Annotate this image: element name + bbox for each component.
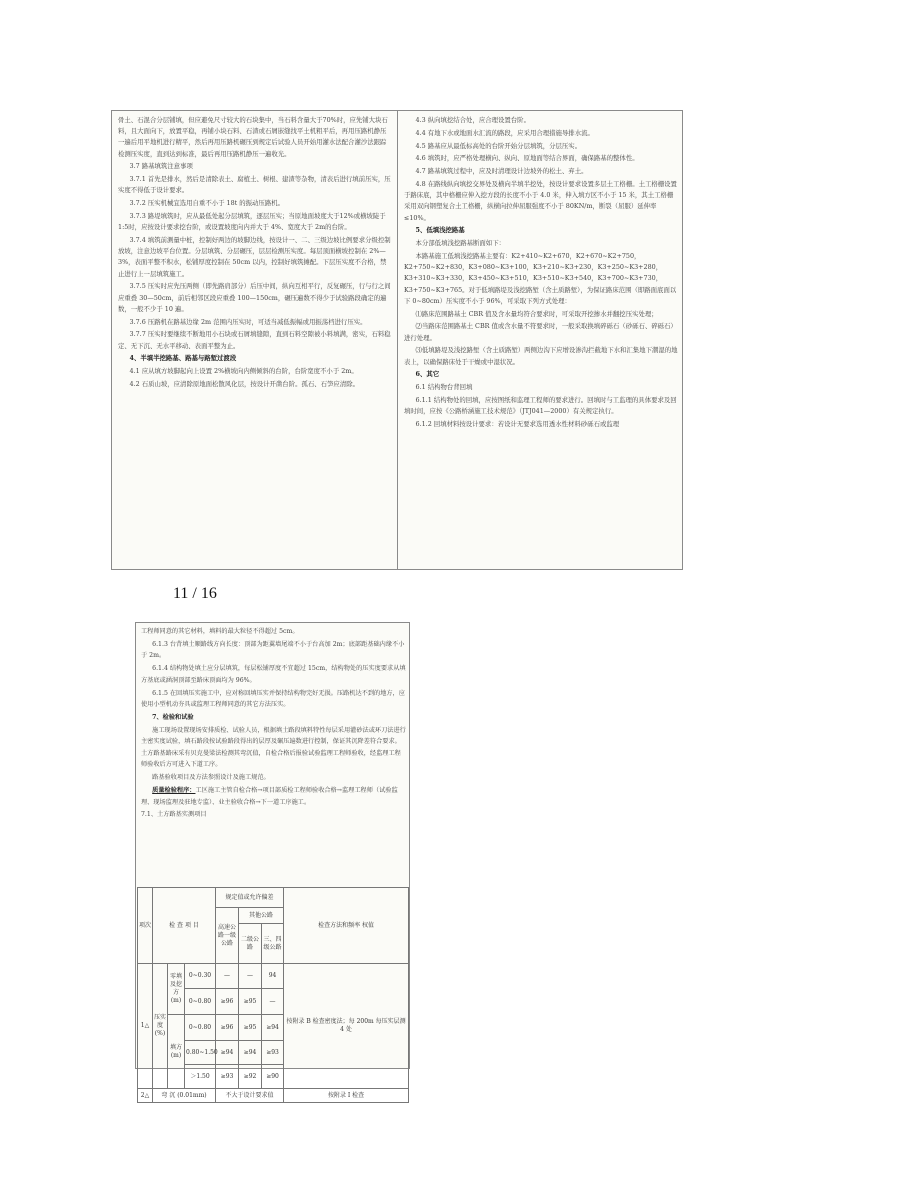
paragraph: ⑶低填路堤及浅挖路堑（含土质路堑）两侧边沟下应增设渗沟拦截地下水和汇集地下潮湿的地表上，以确保路床处于干燥或中湿状况。 — [404, 346, 678, 366]
section-heading: 7、检验和试验 — [152, 713, 194, 721]
paragraph: 3.7.4 填筑前测量中桩，控制好两边的坡脚边线，按设计一、二、三级边坡比例要求分级控制放坡，注意边坡平台位置。分层填筑、分层碾压，层层检测压实度。每层顶面横坡控制在 2%—3%，表面平整不积水，松铺厚度控制在 50cm 以内，控制好填筑摊配。下层压实度不合格，禁止进行上一层填筑施工。 — [118, 236, 391, 278]
scanned-page-bottom — [135, 622, 410, 1099]
procedure-text: 工区施工主管自检合格→项目部质检工程师验收合格→监理工程师（试验监理、现场监理及驻地专监）、业主验收合格→下一道工序施工。 — [141, 787, 398, 806]
paragraph: 4.3 纵向填挖结合处，应合理设置台阶。 — [415, 116, 530, 124]
value-cell: ≥94 — [239, 1041, 262, 1065]
paragraph: 4.4 有地下水或地面水汇流的路段，应采用合理措施导排水流。 — [415, 128, 594, 137]
value-cell: ≥96 — [216, 1015, 239, 1041]
value-cell: ≥93 — [262, 1041, 284, 1065]
procedure-paragraph — [141, 785, 407, 808]
depth-cell: 0~0.80 — [185, 1015, 216, 1041]
value-cell: ≥95 — [239, 1015, 262, 1041]
paragraph: 路基验收项目及方法参照设计及施工规范。 — [152, 774, 270, 782]
paragraph: 3.7.3 路堤填筑时，应从最低处起分层填筑，逐层压实；当原地面坡度大于12%或横坡陡于1:5时，应按设计要求挖台阶，或设置坡度向内并大于 4%、宽度大于 2m的台阶。 — [118, 212, 386, 232]
value-cell: ≥95 — [239, 989, 262, 1015]
paragraph: 3.7.7 压实时要继续不断地用小石块或石屑填缝隙，直到石料空隙被小料填满，密实，石料稳定、无下沉、无水平移动、表面平整为止。 — [118, 330, 391, 350]
section-heading: 4、半填半挖路基、路基与路堑过渡段 — [129, 354, 237, 363]
paragraph: 4.2 石质山坡，应清除原地面松散风化层，按设计开凿台阶。孤石、石笋应清除。 — [129, 380, 359, 388]
paragraph: ⑵当路床范围路基土 CBR 值或含水量不符要求时，一般采取换填碎砾石（砂砾石、碎砾石）进行处理。 — [404, 322, 677, 342]
paragraph: 骨土、石混合分层铺填，但应避免尺寸较大的石块集中，当石料含量大于70%时，应先铺大块石料，且大面向下，放置平稳，再铺小块石料、石渣或石屑嵌缝找平土机粗平后，再用压路机静压一遍后用平地机进行精平，然后再用压路机碾压到规定后试验人员开始用灌水法配合灌沙法跟踪检测压实度，直到达到标准，最后再用压路机静压一遍收光。 — [118, 116, 388, 158]
paragraph: 4.7 路基填筑过程中，应及时清理设计边坡外的松土、弃土。 — [415, 167, 588, 176]
page-number: 11 / 16 — [173, 585, 217, 602]
paragraph: 4.5 路基应从最低标高处的台阶开始分层填筑，分层压实。 — [415, 141, 582, 150]
header-method: 检查方法和频率 权值 — [284, 888, 409, 964]
paragraph: 3.7 路基填筑注意事项 — [129, 162, 193, 171]
depth-cell: 0.80~1.50 — [185, 1041, 216, 1065]
paragraph: 工程师同意的其它材料，填料的最大粒径不得超过 5cm。 — [141, 628, 299, 635]
paragraph: 本分部低填浅挖路基断面如下： — [415, 239, 505, 248]
paragraph: 4.1 应从填方坡脚起向上设置 2%横坡向内侧倾斜的台阶，台阶宽度不小于 2m。 — [129, 367, 358, 376]
paragraph: 4.8 在路线纵向填挖交界处及横向半填半挖处，按设计要求设置多层土工格栅。土工格栅设置于路床底，其中格栅应伸入挖方段的长度不小于 4.0 米，伸入填方区不小于 15 米，其土工格栅采用双向钢塑复合土工格栅，纵横向拉伸屈服强度不小于 80KN/m，断裂（屈服）延伸率≤10%。 — [404, 179, 677, 222]
header-highway: 高速公路一级公路 — [216, 908, 239, 964]
header-grade2: 二级公路 — [239, 924, 262, 964]
paragraph: 6.1 结构物台背回填 — [415, 383, 473, 392]
value-cell: — — [262, 989, 284, 1015]
method-cell: 按附录 B 检查密度法；每 200m 每压实层测 4 处 — [284, 964, 409, 1089]
row2-spec: 不大于设计要求值 — [216, 1089, 284, 1103]
paragraph: 4.6 填筑时，应严格处理横向、纵向、原地面等结合界面，确保路基的整体性。 — [415, 154, 639, 163]
header-check-item: 检 查 项 目 — [153, 888, 216, 964]
header-grade34: 三、四级公路 — [262, 924, 284, 964]
scanned-page-top — [111, 110, 683, 570]
procedure-label: 质量检验程序： — [152, 787, 196, 795]
fill-label: 填方(m) — [168, 1015, 185, 1089]
header-item-no: 项次 — [138, 888, 153, 964]
value-cell: ≥94 — [262, 1015, 284, 1041]
header-other-roads: 其他公路 — [239, 908, 284, 924]
table-caption: 7.1、土方路基实测项目 — [141, 811, 207, 819]
row2-item: 弯 沉 (0.01mm) — [153, 1089, 216, 1103]
value-cell: — — [239, 964, 262, 989]
value-cell: ≥92 — [239, 1065, 262, 1089]
row1-no: 1△ — [138, 964, 153, 1089]
left-text-column — [118, 115, 392, 392]
value-cell: ≥96 — [216, 989, 239, 1015]
row2-method: 按附录 I 检查 — [284, 1089, 409, 1103]
right-text-column — [404, 115, 678, 432]
paragraph: 6.1.1 结构物处的回填，应按图纸和监理工程师的要求进行。回填时与工监理的具体要求及回填时间，应按《公路桥涵施工技术规范》（JTJ041—2000）有关规定执行。 — [404, 395, 677, 416]
depth-cell: 0~0.30 — [185, 964, 216, 989]
depth-cell: ＞1.50 — [185, 1065, 216, 1089]
inspection-table — [137, 887, 409, 1103]
paragraph: 3.7.5 压实时应先压两侧（即先路肩部分）后压中间，纵向互相平行，反复碾压，行与行之间应重叠 30—50cm，前后相邻区段应重叠 100—150cm，碾压遍数不得少于试验路段确定的遍数，一般不少于 10 遍。 — [118, 282, 391, 313]
value-cell: — — [216, 964, 239, 989]
paragraph: 6.1.5 在回填压实施工中，应对称回填压实并保持结构物完好无损。压路机达不到的地方，应使用小型机动夯具或监理工程师同意的其它方法压实。 — [141, 689, 405, 709]
paragraph: 3.7.1 首先是排水，然后是清除表土、腐植土、树根、建渣等杂物，清表后进行填前压实，压实度不得低于设计要求。 — [118, 175, 391, 195]
value-cell: ≥94 — [216, 1041, 239, 1065]
row2-no: 2△ — [138, 1089, 153, 1103]
paragraph: 施工现场设置现场安排质检、试验人员，根据填土路段填料特性每层采用灌砂法或环刀法进行主密实度试验，填石路段按试验路段得出的层厚及碾压遍数进行控制，保证其沉降差符合要求。土方路基路床采有贝克曼梁法检测其弯沉值，自检合格后报验试验监理工程师验收，经监理工程师验收后方可进入下道工序。 — [141, 726, 406, 769]
value-cell: ≥93 — [216, 1065, 239, 1089]
bottom-text-column — [141, 626, 407, 822]
paragraph: ⑴路床范围路基土 CBR 值及含水量均符合要求时，可采取开挖掺水并翻挖压实处理； — [415, 309, 658, 318]
section-heading: 6、其它 — [415, 370, 440, 379]
value-cell: 94 — [262, 964, 284, 989]
fill-cut-label: 零填及挖方(m) — [168, 964, 185, 1015]
section-heading: 5、低填浅挖路基 — [415, 226, 465, 235]
paragraph: 6.1.4 结构物处填土应分层填筑，每层松铺厚度不宜超过 15cm，结构物处的压实度要求从填方基底或涵洞顶部至路床顶面均为 96%。 — [141, 665, 406, 684]
paragraph: 6.1.3 台背填土顺路线方向长度：顶部为距翼墙尾端不小于台高加 2m；底部距基础内缘不小于 2m。 — [141, 640, 405, 660]
value-cell: ≥90 — [262, 1065, 284, 1089]
header-spec: 规定值或允许偏差 — [216, 888, 284, 908]
paragraph: 3.7.2 压实机械宜选用自重不小于 18t 的振动压路机。 — [129, 199, 284, 208]
paragraph: 3.7.6 压路机在路基边缘 2m 范围内压实时，可适当减低振幅或用振荡档进行压实。 — [129, 317, 367, 326]
compaction-label: 压实度(%) — [153, 964, 168, 1089]
paragraph: 本路基施工低填浅挖路基主要有：K2+410~K2+670，K2+670~K2+750，K2+750~K2+830，K3+080~K3+100，K3+210~K3+230，K3+250~K3+280，K3+310~K3+330，K3+450~K3+510，K3+510~K3+540，K3+700~K3+730，K3+750~K3+765。对于低填路堤及浅挖路堑（含土质路堑），为保证路床范围（即路面底面以下 0~80cm）压实度不小于 96%，可采取下列方式处理： — [404, 251, 677, 305]
paragraph: 6.1.2 回填材料按设计要求：若设计无要求选用透水性材料砂砾石或监理 — [415, 419, 620, 428]
depth-cell: 0~0.80 — [185, 989, 216, 1015]
